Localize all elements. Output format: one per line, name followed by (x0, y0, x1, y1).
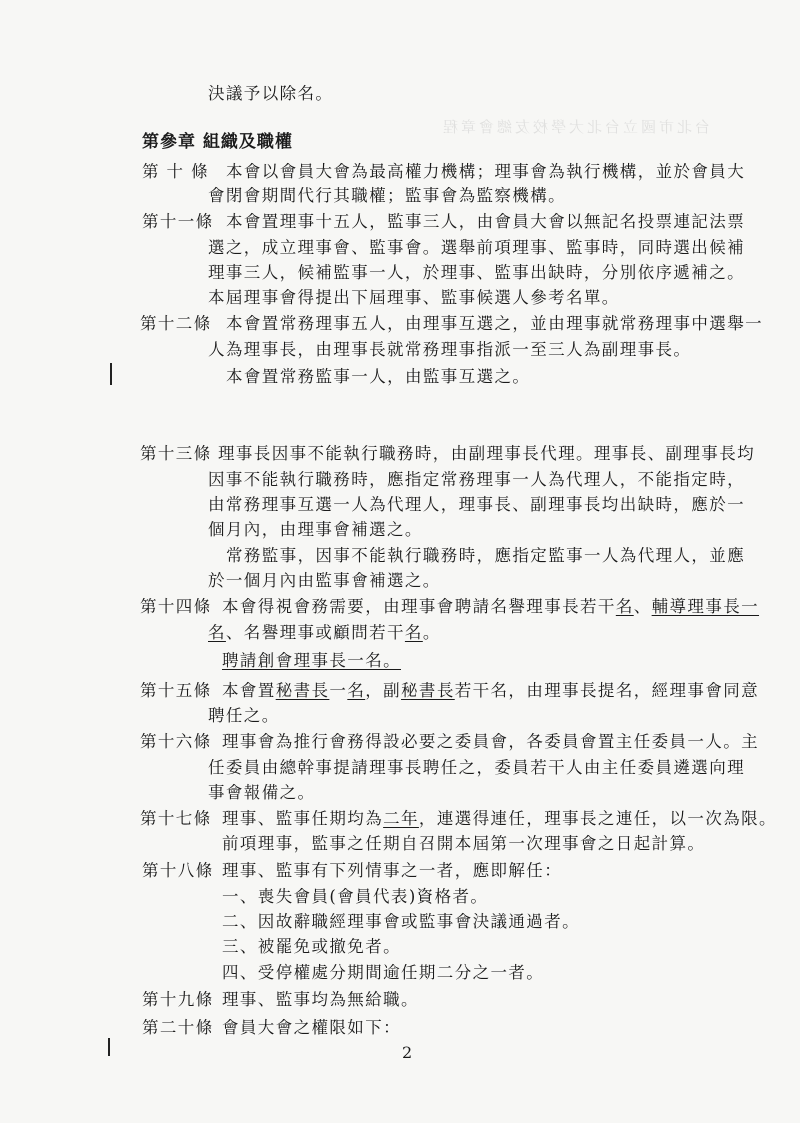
article-11-line-3: 理事三人，候補監事一人，於理事、監事出缺時，分別依序遞補之。 (208, 263, 745, 282)
article-18-label: 第十八條 (142, 861, 214, 880)
margin-mark (108, 1038, 110, 1056)
art15-text-one: 一 (329, 681, 348, 700)
article-14-line-2 (208, 622, 441, 644)
article-17-line-2: 前項理事，監事之任期自召開本屆第一次理事會之日起計算。 (222, 834, 706, 853)
article-10-line-2: 會閉會期間代行其職權；監事會為監察機構。 (208, 186, 566, 205)
article-10-label: 第 十 條 (142, 162, 209, 181)
art14-text-a: 本會得視會務需要，由理事會聘請名譽理事長若干 (222, 597, 616, 616)
art15-text-a: 本會置 (222, 681, 276, 700)
article-20-line-1: 會員大會之權限如下： (222, 1018, 401, 1037)
article-16-line-1: 理事會為推行會務得設必要之委員會，各委員會置主任委員一人。主 (222, 732, 759, 751)
art14-underlined-ming-2: 名 (208, 623, 226, 642)
article-11-line-2: 選之，成立理事會、監事會。選舉前項理事、監事時，同時選出候補 (208, 238, 745, 257)
article-13-line-2: 因事不能執行職務時，應指定常務理事一人為代理人，不能指定時， (208, 470, 745, 489)
art15-underlined-ming: 名 (347, 681, 366, 700)
article-13-line-1: 理事長因事不能執行職務時，由副理事長代理。理事長、副理事長均 (218, 444, 755, 463)
art14-text-b: 、名譽理事或顧問若干 (225, 623, 405, 642)
article-20-label: 第二十條 (142, 1018, 214, 1037)
article-15-label: 第十五條 (140, 681, 212, 700)
article-18-item-3: 三、被罷免或撤免者。 (222, 937, 401, 956)
art14-period: 。 (422, 623, 441, 642)
art15-underlined-secretary-2: 秘書長 (401, 681, 455, 700)
article-11-line-4: 本屆理事會得提出下屆理事、監事候選人參考名單。 (208, 288, 620, 307)
article-12-line-1: 本會置常務理事五人，由理事互選之，並由理事就常務理事中選舉一 (226, 314, 763, 333)
article-18-line-1: 理事、監事有下列情事之一者，應即解任： (222, 861, 563, 880)
article-13-line-3: 由常務理事互選一人為代理人，理事長、副理事長均出缺時，應於一 (208, 495, 745, 514)
art17-underlined-two-years: 二年 (383, 809, 419, 828)
article-12-line-3: 本會置常務監事一人，由監事互選之。 (226, 367, 531, 386)
article-13-label: 第十三條 (140, 444, 212, 463)
art15-underlined-secretary: 秘書長 (275, 681, 330, 700)
article-15-line-1 (222, 680, 759, 702)
article-14-line-1 (222, 596, 759, 618)
article-11-line-1: 本會置理事十五人，監事三人，由會員大會以無記名投票連記法票 (226, 212, 746, 231)
article-11-label: 第十一條 (142, 212, 214, 231)
art17-text-a: 理事、監事任期均為 (222, 809, 384, 828)
chapter-title: 第參章 組織及職權 (142, 132, 293, 152)
article-17-line-1 (222, 808, 777, 830)
art14-comma: 、 (633, 597, 652, 616)
article-18-item-2: 二、因故辭職經理事會或監事會決議通過者。 (222, 912, 580, 931)
article-16-line-2: 任委員由總幹事提請理事長聘任之，委員若干人由主任委員遴選向理 (208, 758, 745, 777)
header-fragment: 決議予以除名。 (208, 84, 334, 103)
art15-text-vice: ，副 (365, 681, 402, 700)
art15-text-rest: 若干名，由理事長提名，經理事會同意 (454, 681, 760, 700)
article-19-label: 第十九條 (142, 990, 214, 1009)
art17-text-rest: ，連選得連任，理事長之連任，以一次為限。 (418, 809, 777, 828)
article-18-item-4: 四、受停權處分期間逾任期二分之一者。 (222, 963, 545, 982)
art14-underlined-ming: 名 (615, 597, 634, 616)
article-12-line-2: 人為理事長，由理事長就常務理事指派一至三人為副理事長。 (208, 340, 692, 359)
revision-bar (110, 363, 112, 385)
article-12-label: 第十二條 (140, 314, 212, 333)
page-number: 2 (402, 1043, 413, 1062)
article-13-line-4: 個月內，由理事會補選之。 (208, 520, 423, 539)
article-15-line-2: 聘任之。 (208, 706, 280, 725)
article-14-label: 第十四條 (140, 597, 212, 616)
article-16-label: 第十六條 (140, 732, 212, 751)
article-18-item-1: 一、喪失會員(會員代表)資格者。 (222, 887, 489, 906)
art14-underlined-ming-3: 名 (404, 623, 423, 642)
article-17-label: 第十七條 (140, 809, 212, 828)
article-10-line-1: 本會以會員大會為最高權力機構；理事會為執行機構，並於會員大 (226, 162, 746, 181)
article-19-line-1: 理事、監事均為無給職。 (222, 990, 419, 1009)
art14-underlined-advisor: 輔導理事長一 (651, 597, 760, 616)
article-13-line-6: 於一個月內由監事會補選之。 (208, 571, 441, 590)
article-13-line-5: 常務監事，因事不能執行職務時，應指定監事一人為代理人，並應 (226, 546, 746, 565)
article-14-line-3: 聘請創會理事長一名。 (222, 651, 401, 670)
article-16-line-3: 事會報備之。 (208, 783, 316, 802)
show-through-text: 台北市國立台北大學校友總會章程 (440, 118, 711, 136)
